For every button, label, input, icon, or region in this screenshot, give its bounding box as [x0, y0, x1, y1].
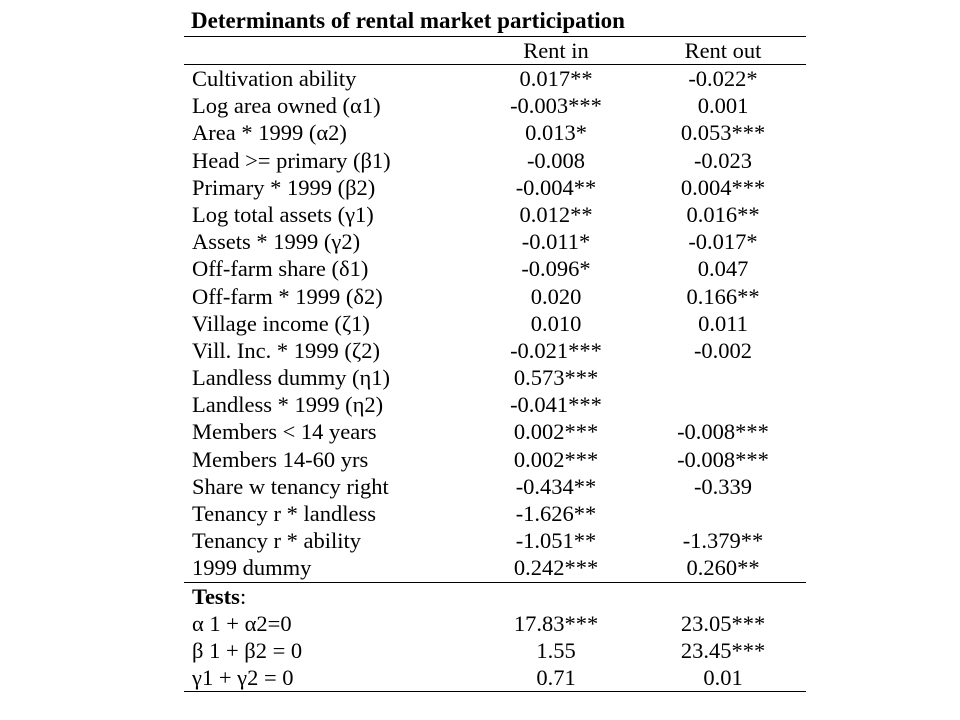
table-header-row [184, 36, 806, 65]
table-row [184, 174, 806, 201]
table-title: Determinants of rental market participation [191, 8, 625, 33]
table-row [184, 527, 806, 554]
rent-out-value: 0.011 [698, 310, 748, 336]
tests-label: Tests [192, 583, 240, 609]
table-row [184, 201, 806, 228]
test-row [184, 637, 806, 664]
row-label: Head >= primary (β1) [192, 147, 391, 173]
rent-in-value: 0.013* [525, 120, 587, 146]
tests-header-row [184, 582, 806, 610]
rent-in-value: 0.010 [530, 310, 582, 336]
rent-in-value: 0.020 [530, 283, 582, 309]
rent-in-value: -0.004** [515, 174, 597, 200]
table-row [184, 500, 806, 527]
rent-in-value: 0.002*** [513, 419, 599, 445]
rent-out-value: 23.45*** [680, 637, 766, 663]
table-body [184, 65, 806, 582]
rent-out-value: 0.047 [697, 256, 749, 282]
table-row [184, 554, 806, 581]
header-rent-in: Rent in [523, 38, 589, 63]
rent-out-value: -1.379** [682, 528, 764, 554]
rent-in-value: -1.051** [515, 528, 597, 554]
table-row [184, 337, 806, 364]
row-label: Off-farm share (δ1) [192, 256, 369, 282]
row-label: Village income (ζ1) [192, 310, 370, 336]
rent-out-value: -0.017* [688, 229, 758, 255]
rent-out-value: 0.053*** [680, 120, 766, 146]
test-row [184, 610, 806, 637]
rent-out-value: -0.022* [688, 66, 758, 91]
table-row [184, 310, 806, 337]
header-blank-cell [184, 37, 472, 64]
rent-out-value [640, 364, 806, 391]
table-row [184, 228, 806, 255]
row-label: Cultivation ability [192, 66, 357, 91]
rent-out-value: -0.339 [693, 473, 753, 499]
regression-table [184, 6, 806, 692]
row-label: Primary * 1999 (β2) [192, 174, 376, 200]
rent-in-value: -0.008 [526, 147, 586, 173]
row-label: Tenancy r * ability [192, 528, 361, 554]
rent-in-value: -0.003*** [510, 93, 602, 119]
table-row [184, 364, 806, 391]
rent-out-value [640, 391, 806, 418]
tests-body [184, 610, 806, 693]
rent-out-value: 0.166** [686, 283, 760, 309]
row-label: Members 14-60 yrs [192, 446, 369, 472]
row-label: γ1 + γ2 = 0 [192, 665, 294, 691]
table-row [184, 473, 806, 500]
row-label: Log total assets (γ1) [192, 201, 374, 227]
row-label: Landless dummy (η1) [192, 365, 390, 391]
rent-in-value: -0.096* [521, 256, 591, 282]
table-row [184, 391, 806, 418]
row-label: α 1 + α2=0 [192, 610, 292, 636]
row-label: Tenancy r * landless [192, 501, 376, 526]
rent-in-value: 0.017** [519, 66, 593, 91]
rent-in-value: -0.011* [521, 229, 591, 255]
table-row [184, 92, 806, 119]
header-rent-out: Rent out [684, 38, 762, 63]
row-label: Vill. Inc. * 1999 (ζ2) [192, 337, 380, 363]
rent-out-value: 0.004*** [680, 174, 766, 200]
table-row [184, 283, 806, 310]
row-label: Members < 14 years [192, 419, 377, 445]
test-row [184, 664, 806, 692]
rent-in-value: -0.041*** [510, 392, 602, 418]
rent-out-value: -0.008*** [677, 446, 769, 472]
rent-in-value: 1.55 [536, 637, 576, 663]
row-label: Log area owned (α1) [192, 93, 381, 119]
table-row [184, 255, 806, 282]
rent-out-value: -0.023 [693, 147, 753, 173]
rent-out-value: 0.01 [703, 665, 743, 691]
table-row [184, 65, 806, 92]
tests-heading [184, 583, 472, 610]
rent-in-value: -0.021*** [510, 337, 602, 363]
table-row [184, 119, 806, 146]
row-label: Area * 1999 (α2) [192, 120, 347, 146]
tests-header-blank-2 [640, 583, 806, 610]
rent-out-value: -0.008*** [677, 419, 769, 445]
row-label: Off-farm * 1999 (δ2) [192, 283, 383, 309]
tests-colon: : [239, 583, 247, 609]
table-row [184, 147, 806, 174]
row-label: Landless * 1999 (η2) [192, 392, 384, 418]
rent-in-value: -1.626** [515, 501, 597, 526]
row-label: Share w tenancy right [192, 473, 389, 499]
rent-out-value: 0.260** [686, 555, 760, 581]
rent-out-value: 23.05*** [680, 610, 766, 636]
row-label: Assets * 1999 (γ2) [192, 229, 361, 255]
rent-in-value: 0.002*** [513, 446, 599, 472]
rent-out-value: 0.016** [686, 201, 760, 227]
rent-in-value: 0.242*** [513, 555, 599, 581]
rent-out-value: -0.002 [693, 337, 753, 363]
rent-in-value: 17.83*** [513, 610, 599, 636]
row-label: 1999 dummy [192, 555, 312, 581]
rent-in-value: 0.012** [519, 201, 593, 227]
rent-out-value [640, 500, 806, 527]
rent-in-value: -0.434** [515, 473, 597, 499]
tests-header-blank-1 [472, 583, 640, 610]
rent-in-value: 0.573*** [513, 365, 599, 391]
table-row [184, 418, 806, 445]
row-label: β 1 + β2 = 0 [192, 637, 303, 663]
table-row [184, 446, 806, 473]
rent-in-value: 0.71 [536, 665, 576, 691]
rent-out-value: 0.001 [697, 93, 749, 119]
